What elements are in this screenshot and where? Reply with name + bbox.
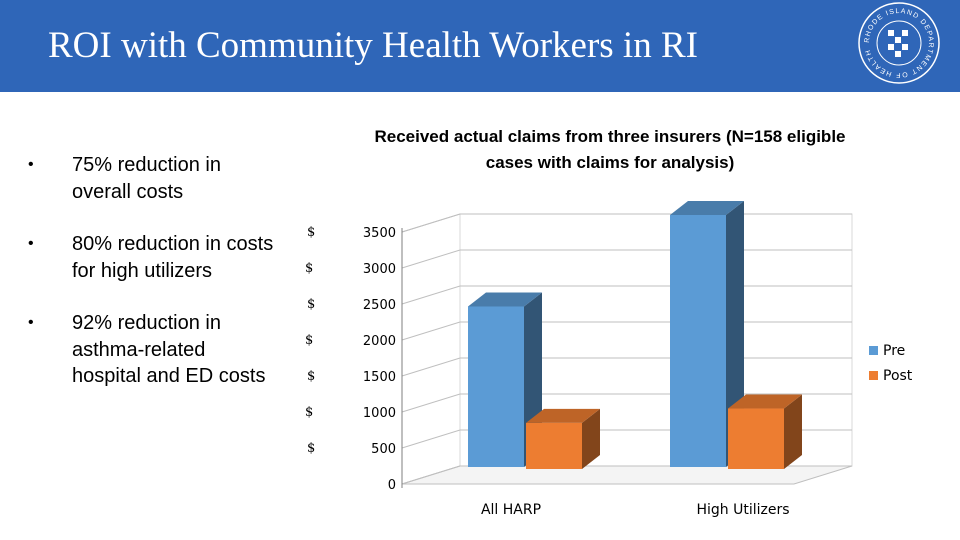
bar-pre <box>670 215 726 467</box>
bullet-dot-icon: • <box>28 235 34 252</box>
legend-label-post: Post <box>883 368 913 384</box>
page-title: ROI with Community Health Workers in RI <box>48 25 698 66</box>
currency-symbol: $ <box>307 225 316 240</box>
bullet-dot-icon: • <box>28 314 34 331</box>
y-tick-label: 500 <box>371 442 396 457</box>
bar-pre <box>468 306 524 467</box>
svg-text:RHODE ISLAND DEPARTMENT OF HEA: RHODE ISLAND DEPARTMENT OF HEALTH <box>863 7 935 79</box>
y-tick-label: 1000 <box>362 406 396 421</box>
y-tick-label: 3000 <box>362 262 396 277</box>
chart-floor <box>402 466 852 484</box>
x-tick-label: All HARP <box>480 502 542 518</box>
legend-label-pre: Pre <box>883 343 906 359</box>
y-tick-label: 2500 <box>362 298 396 313</box>
bullet-text: 92% reduction in asthma-related hospital and ED costs <box>72 312 266 387</box>
y-tick-label: 2000 <box>362 334 396 349</box>
bullet-text: 75% reduction in overall costs <box>72 154 221 203</box>
currency-symbol: $ <box>307 441 316 456</box>
chart-side-wall <box>402 214 460 484</box>
currency-symbol: $ <box>305 261 314 276</box>
currency-symbol: $ <box>305 333 314 348</box>
chart-title: Received actual claims from three insurers (N=158 eligible cases with claims for analysis) <box>374 127 846 172</box>
bullet-dot-icon: • <box>28 156 34 173</box>
y-tick-label: 3500 <box>362 226 396 241</box>
y-tick-label: 0 <box>387 478 396 493</box>
bar-post <box>526 423 582 469</box>
currency-symbol: $ <box>307 369 316 384</box>
y-tick-label: 1500 <box>362 370 396 385</box>
legend-swatch-post <box>869 371 878 380</box>
bullet-text: 80% reduction in costs for high utilizers <box>72 233 274 282</box>
legend-swatch-pre <box>869 346 878 355</box>
bar-post <box>728 409 784 469</box>
currency-symbol: $ <box>305 405 314 420</box>
currency-symbol: $ <box>307 297 316 312</box>
x-tick-label: High Utilizers <box>696 502 790 518</box>
